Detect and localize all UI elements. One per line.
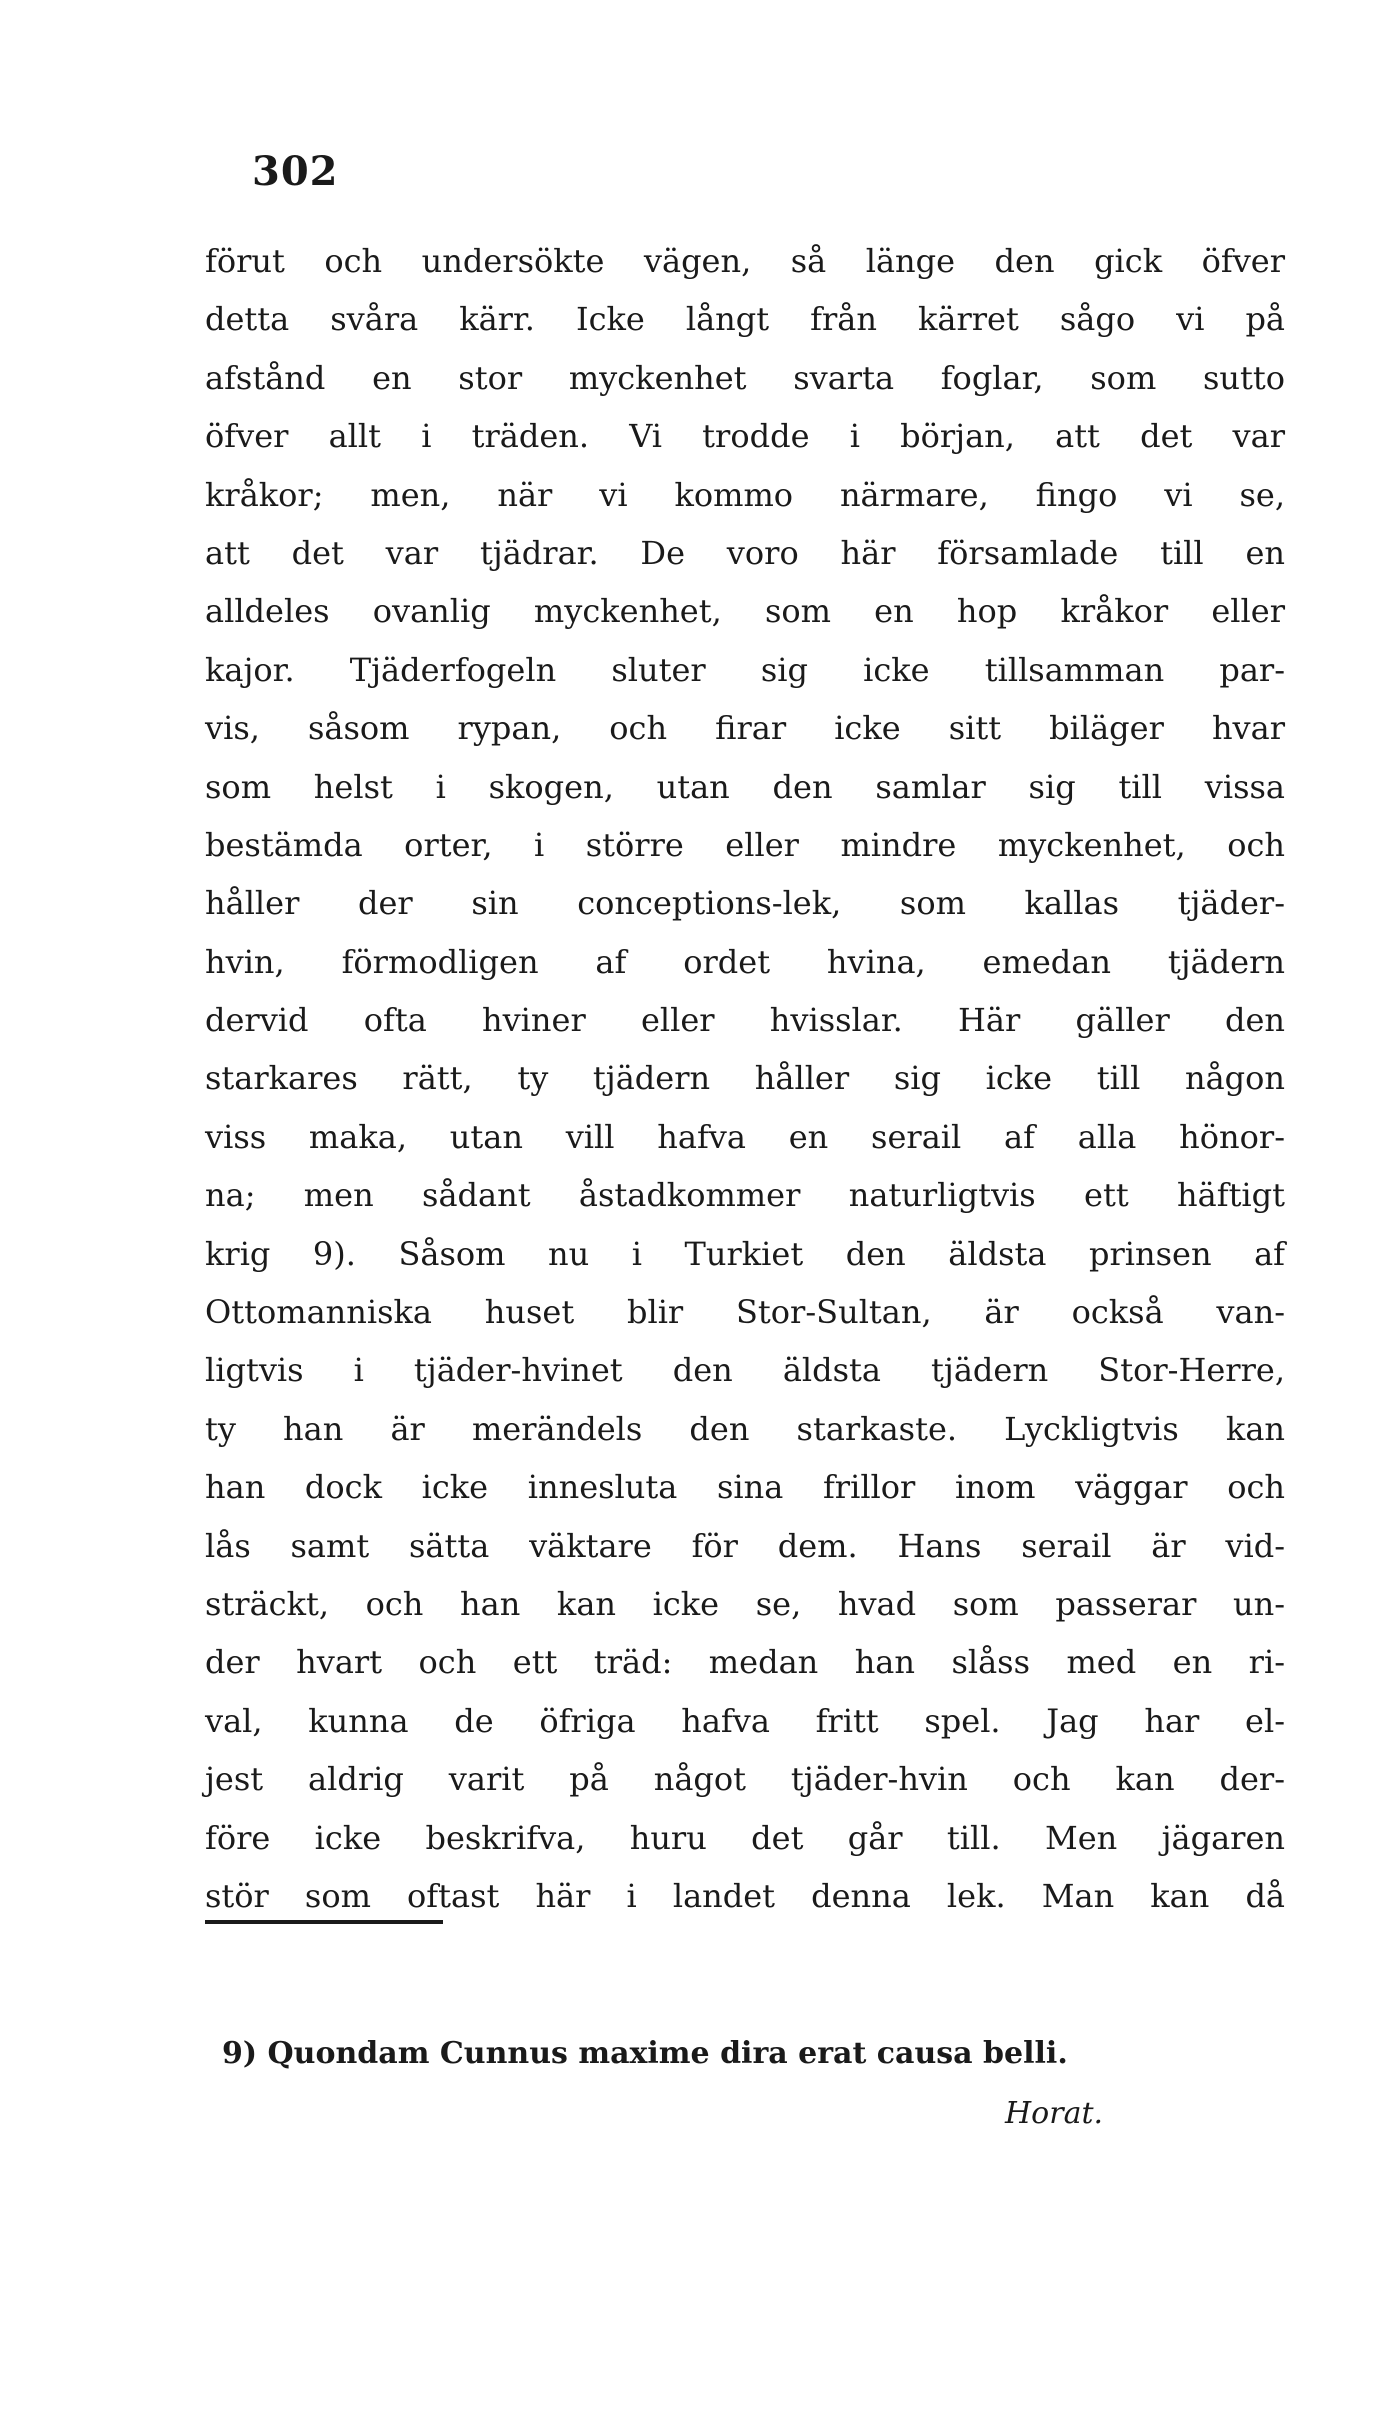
text-line: hvin, förmodligen af ordet hvina, emedan tjädern: [205, 942, 1285, 981]
text-line: öfver allt i träden. Vi trodde i början, att det var: [205, 417, 1285, 456]
text-line: före icke beskrifva, huru det går till. Men jägaren: [205, 1818, 1285, 1857]
text-line: ty han är merändels den starkaste. Lyckligtvis kan: [205, 1409, 1285, 1448]
text-line: att det var tjädrar. De voro här församlade till en: [205, 533, 1285, 572]
text-line: lås samt sätta väktare för dem. Hans serail är vid-: [205, 1526, 1285, 1565]
page-number: 302: [252, 148, 339, 195]
text-line: han dock icke innesluta sina frillor inom väggar och: [205, 1468, 1285, 1507]
text-line: krig 9). Såsom nu i Turkiet den äldsta prinsen af: [205, 1234, 1285, 1273]
footnote-attribution: Horat.: [1005, 2096, 1104, 2131]
text-line: viss maka, utan vill hafva en serail af alla hönor-: [205, 1117, 1285, 1156]
text-line: Ottomanniska huset blir Stor-Sultan, är också van-: [205, 1293, 1285, 1332]
text-line: na; men sådant åstadkommer naturligtvis ett häftigt: [205, 1176, 1285, 1215]
footnote-text: 9) Quondam Cunnus maxime dira erat causa belli.: [222, 2036, 1068, 2071]
text-line: der hvart och ett träd: medan han slåss med en ri-: [205, 1643, 1285, 1682]
text-line: stör som oftast här i landet denna lek. Man kan då: [205, 1876, 1285, 1915]
text-line: håller der sin conceptions-lek, som kallas tjäder-: [205, 884, 1285, 923]
text-line: bestämda orter, i större eller mindre myckenhet, och: [205, 825, 1285, 864]
text-line: förut och undersökte vägen, så länge den gick öfver: [205, 242, 1285, 280]
text-line: som helst i skogen, utan den samlar sig till vissa: [205, 767, 1285, 806]
text-line: alldeles ovanlig myckenhet, som en hop kråkor eller: [205, 592, 1285, 631]
text-line: detta svåra kärr. Icke långt från kärret sågo vi på: [205, 300, 1285, 339]
text-line: kajor. Tjäderfogeln sluter sig icke tillsamman par-: [205, 650, 1285, 689]
text-line: vis, såsom rypan, och firar icke sitt biläger hvar: [205, 709, 1285, 748]
body-text: [205, 232, 1285, 1925]
text-line: afstånd en stor myckenhet svarta foglar, som sutto: [205, 358, 1285, 397]
text-line: starkares rätt, ty tjädern håller sig icke till någon: [205, 1059, 1285, 1098]
text-line: dervid ofta hviner eller hvisslar. Här gäller den: [205, 1001, 1285, 1040]
text-line: sträckt, och han kan icke se, hvad som passerar un-: [205, 1584, 1285, 1623]
footnote-rule: [205, 1920, 443, 1924]
text-line: kråkor; men, när vi kommo närmare, fingo vi se,: [205, 475, 1285, 514]
text-line: ligtvis i tjäder-hvinet den äldsta tjädern Stor-Herre,: [205, 1351, 1285, 1390]
text-line: jest aldrig varit på något tjäder-hvin och kan der-: [205, 1760, 1285, 1799]
text-line: val, kunna de öfriga hafva fritt spel. Jag har el-: [205, 1701, 1285, 1740]
